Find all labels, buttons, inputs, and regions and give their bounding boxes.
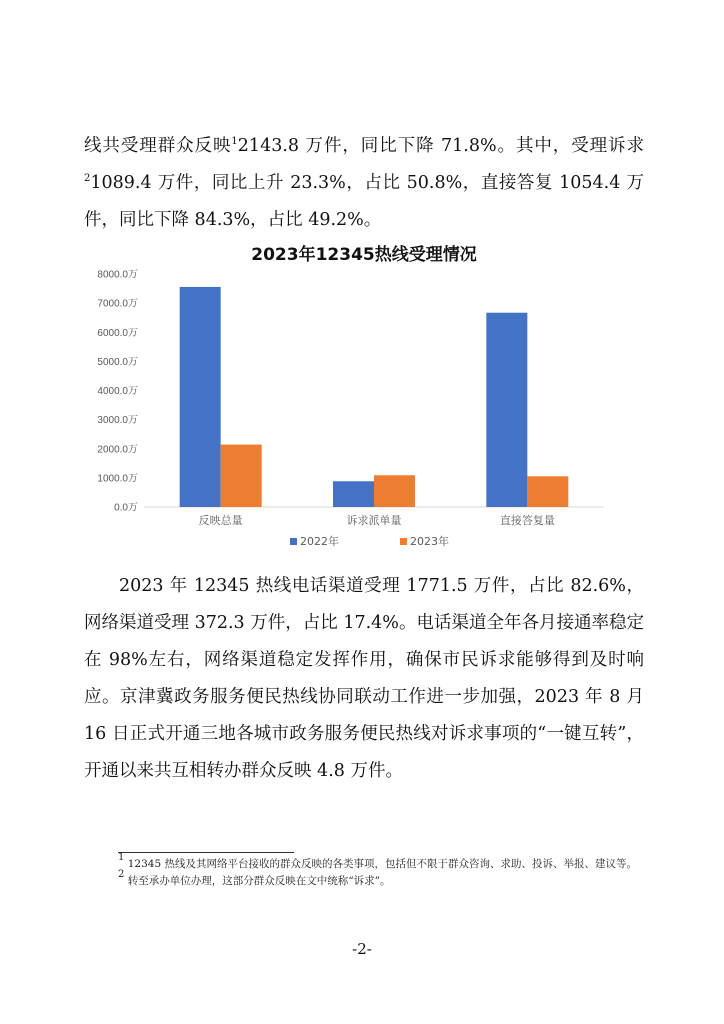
y-tick-label: 3000.0万	[97, 415, 138, 427]
y-tick-label: 4000.0万	[97, 386, 138, 397]
legend-swatch	[400, 538, 407, 545]
chart-title: 2023年12345热线受理情况	[251, 245, 477, 265]
legend-label: 2023年	[410, 535, 449, 548]
paragraph-intro	[84, 128, 644, 239]
bar-series1-2	[333, 481, 374, 507]
legend-swatch	[290, 538, 297, 545]
x-category-label: 直接答复量	[499, 514, 555, 527]
x-category-label: 诉求派单量	[346, 514, 402, 527]
paragraph-channels: 2023 年 12345 热线电话渠道受理 1771.5 万件，占比 82.6%，网络渠道受理 372.3 万件，占比 17.4%。电话渠道全年各月接通率稳定在 98%左右，网络渠道稳定发挥作用，确保市民诉求能够得到及时响应。京津冀政务服务便民热线协同联动工作进一步加强，2023 年 8 月 16 日正式开通三地各城市政务服务便民热线对诉求事项的“一键互转”，开通以来共互相转办群众反映 4.8 万件。	[84, 576, 644, 781]
paragraph-text: 1089.4 万件，同比上升 23.3%，占比 50.8%，直接答复 1054.4 万件，同比下降 84.3%，占比 49.2%。	[84, 173, 644, 230]
y-tick-label: 7000.0万	[97, 298, 138, 310]
paragraph-text: 2143.8 万件，同比下降 71.8%。其中，受理诉求	[237, 136, 645, 156]
y-tick-label: 0.0万	[114, 502, 138, 514]
y-tick-label: 8000.0万	[97, 269, 138, 281]
footnote-text: 转至承办单位办理，这部分群众反映在文中统称“诉求”。	[127, 875, 391, 887]
footnote-text: 12345 热线及其网络平台接收的群众反映的各类事项，包括但不限于群众咨询、求助、投诉、举报、建议等。	[127, 858, 637, 870]
bar-chart	[84, 232, 644, 562]
bar-series1-1	[180, 287, 221, 507]
footnote-ref-2[interactable]: 2	[84, 173, 91, 184]
bar-series2-2	[374, 475, 415, 507]
footnote-2	[118, 869, 644, 890]
x-category-label: 反映总量	[198, 514, 243, 527]
footnote-1	[118, 852, 644, 873]
bar-series2-1	[221, 445, 262, 507]
footnote-divider	[118, 852, 294, 853]
paragraph-text: 线共受理群众反映	[84, 136, 232, 156]
bar-series2-3	[527, 476, 568, 507]
chart-canvas	[84, 232, 644, 562]
legend-label: 2022年	[300, 535, 339, 548]
footnotes	[118, 852, 644, 890]
footnote-ref-1[interactable]: 1	[231, 136, 238, 147]
bar-series1-3	[486, 313, 527, 507]
page-number: -2-	[352, 940, 372, 958]
y-tick-label: 6000.0万	[97, 327, 138, 339]
footnote-mark: 2	[118, 869, 125, 880]
footnote-mark: 1	[118, 852, 125, 863]
y-tick-label: 5000.0万	[97, 356, 138, 368]
y-tick-label: 2000.0万	[97, 444, 138, 456]
y-tick-label: 1000.0万	[97, 473, 138, 485]
